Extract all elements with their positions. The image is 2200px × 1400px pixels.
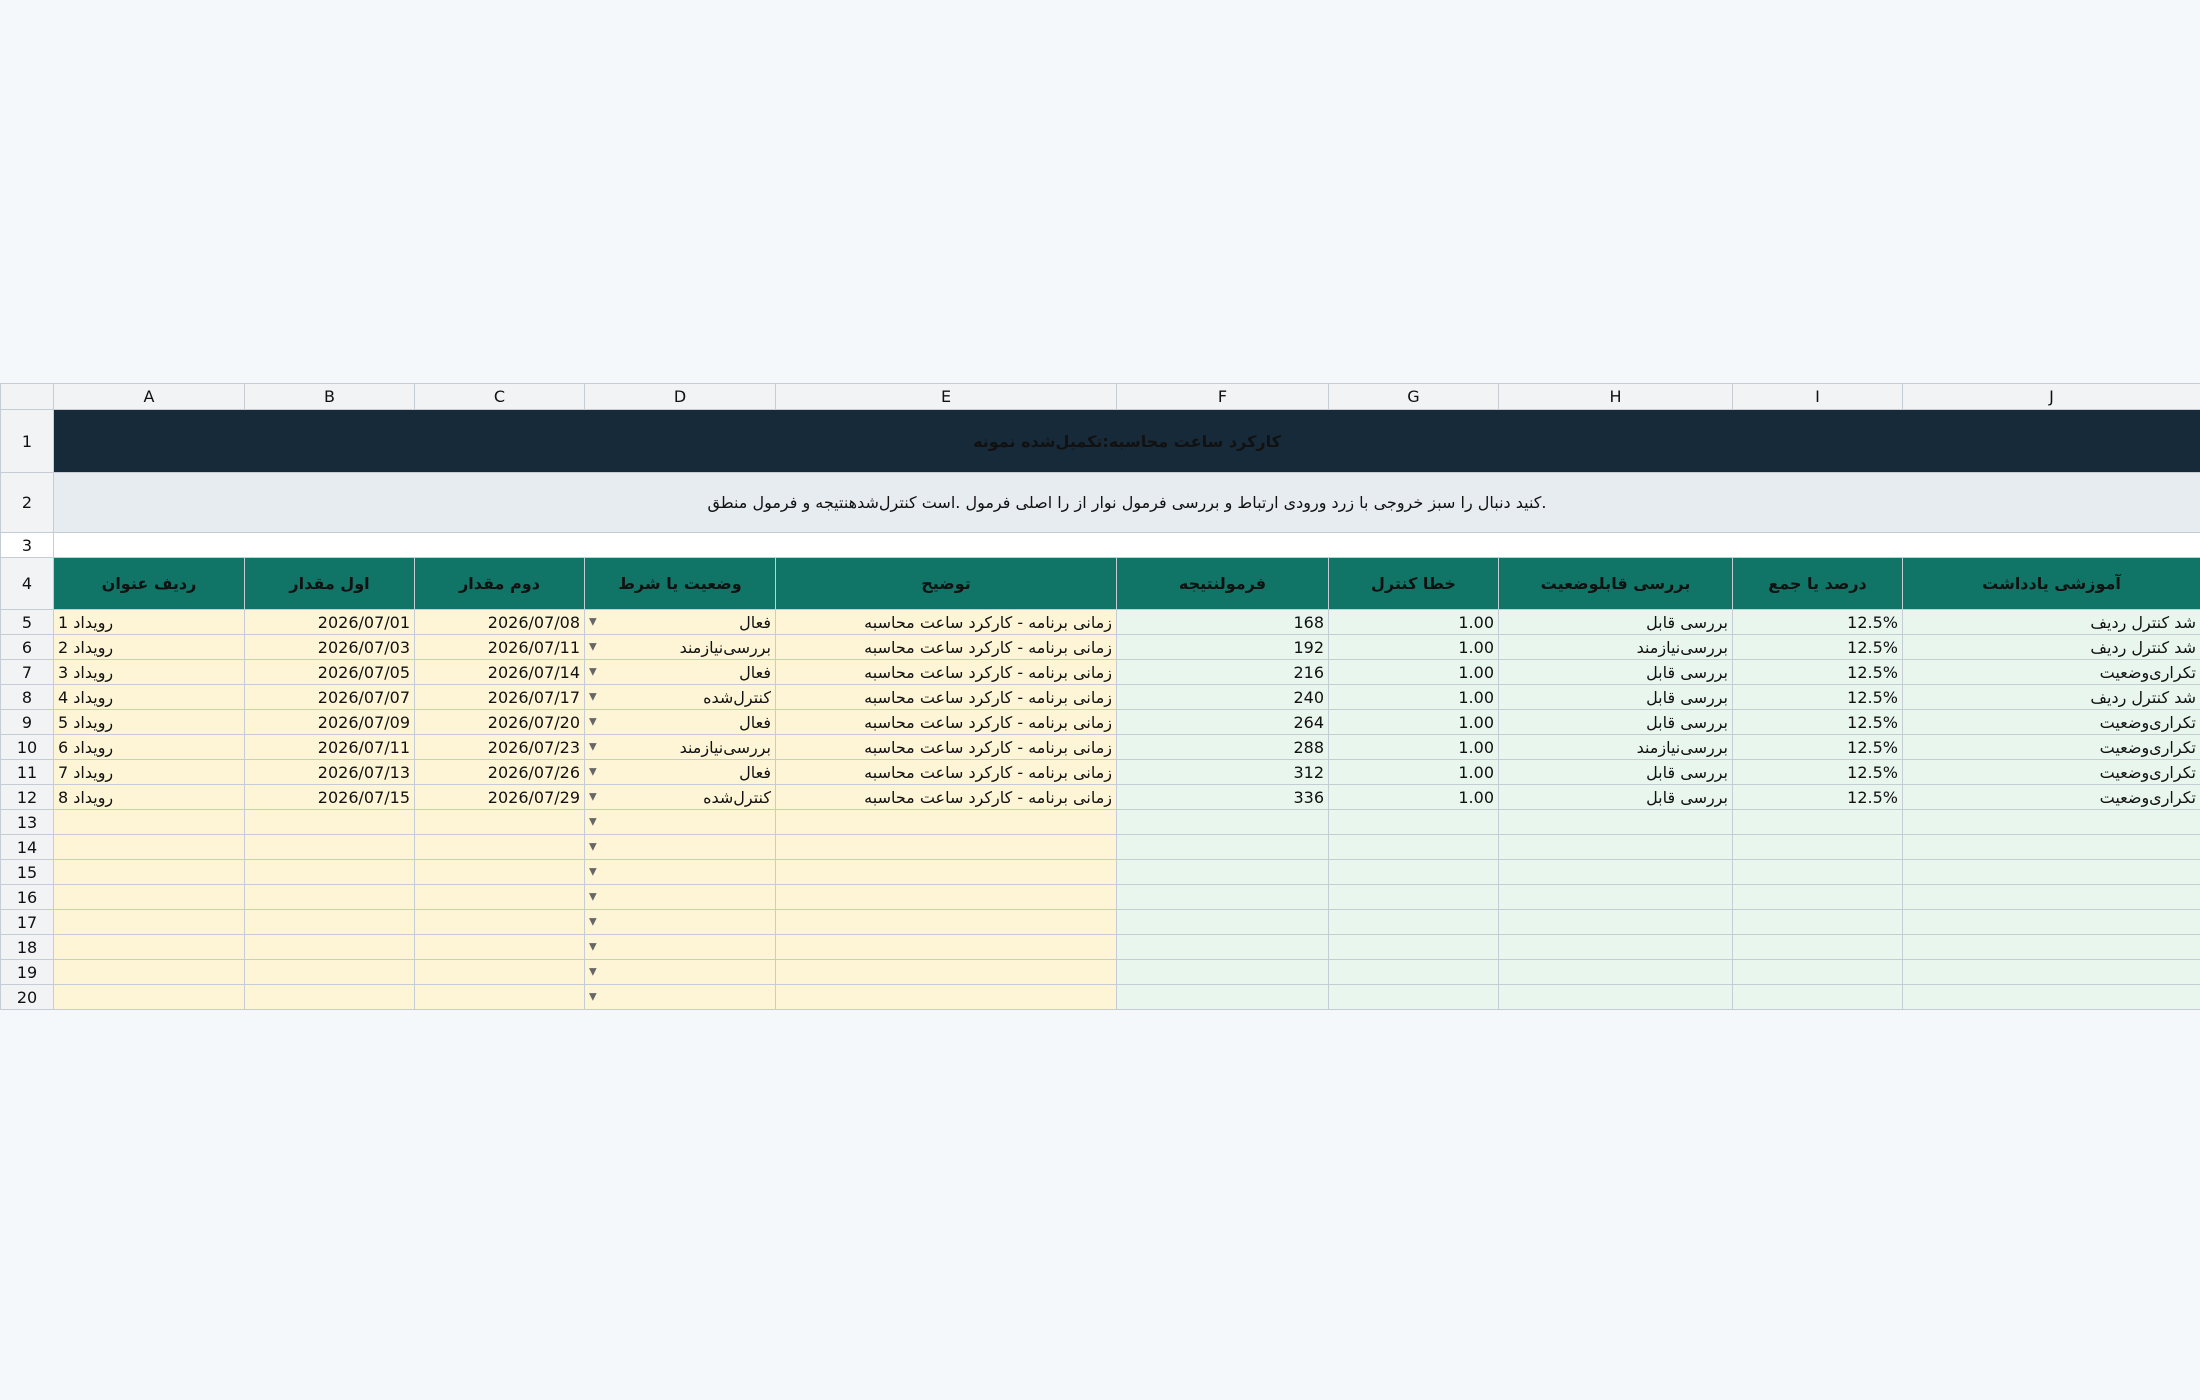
review-status-cell[interactable]: بررسی قابل — [1499, 785, 1733, 810]
column-header-g[interactable]: G — [1329, 384, 1499, 410]
empty-cell[interactable] — [245, 860, 415, 885]
chevron-down-icon[interactable]: ▼ — [589, 941, 597, 953]
empty-cell[interactable] — [1117, 985, 1329, 1010]
chevron-down-icon[interactable]: ▼ — [589, 741, 597, 753]
review-status-cell[interactable]: بررسی قابل — [1499, 760, 1733, 785]
status-dropdown[interactable] — [585, 835, 776, 860]
chevron-down-icon[interactable]: ▼ — [589, 891, 597, 903]
value-2-cell[interactable]: 2026/07/08 — [415, 610, 585, 635]
empty-cell[interactable] — [245, 810, 415, 835]
review-status-cell[interactable]: بررسی‌نیازمند — [1499, 735, 1733, 760]
status-value: فعال — [739, 762, 771, 782]
table-row — [1, 935, 2200, 960]
result-cell[interactable]: 216 — [1117, 660, 1329, 685]
header-error-check[interactable]: خطا کنترل — [1329, 558, 1499, 610]
note-cell[interactable]: تکراری‌وضعیت — [1903, 735, 2200, 760]
note-cell[interactable]: شد کنترل ردیف — [1903, 635, 2200, 660]
status-dropdown[interactable] — [585, 810, 776, 835]
spacer-row — [1, 533, 2200, 558]
column-header-b[interactable]: B — [245, 384, 415, 410]
row-header[interactable]: 16 — [1, 885, 54, 910]
empty-cell[interactable] — [1329, 960, 1499, 985]
value-2-cell[interactable]: 2026/07/11 — [415, 635, 585, 660]
empty-cell[interactable] — [1499, 860, 1733, 885]
empty-cell[interactable] — [1903, 960, 2200, 985]
empty-cell[interactable] — [1117, 885, 1329, 910]
empty-cell[interactable] — [415, 985, 585, 1010]
status-dropdown[interactable] — [585, 635, 776, 660]
percent-cell[interactable]: 12.5% — [1733, 660, 1903, 685]
empty-cell[interactable] — [415, 935, 585, 960]
row-header[interactable]: 9 — [1, 710, 54, 735]
value-1-cell[interactable]: 2026/07/13 — [245, 760, 415, 785]
empty-cell[interactable] — [54, 885, 245, 910]
error-check-cell[interactable]: 1.00 — [1329, 760, 1499, 785]
status-dropdown[interactable] — [585, 610, 776, 635]
status-dropdown[interactable] — [585, 785, 776, 810]
value-1-cell[interactable]: 2026/07/15 — [245, 785, 415, 810]
chevron-down-icon[interactable]: ▼ — [589, 616, 597, 628]
header-description[interactable]: توضیح — [776, 558, 1117, 610]
row-title-cell[interactable]: 1 رویداد — [54, 610, 245, 635]
empty-cell[interactable] — [1733, 835, 1903, 860]
value-2-cell[interactable]: 2026/07/29 — [415, 785, 585, 810]
header-value-2[interactable]: دوم مقدار — [415, 558, 585, 610]
error-check-cell[interactable]: 1.00 — [1329, 610, 1499, 635]
percent-cell[interactable]: 12.5% — [1733, 760, 1903, 785]
result-cell[interactable]: 336 — [1117, 785, 1329, 810]
note-cell[interactable]: شد کنترل ردیف — [1903, 610, 2200, 635]
row-header[interactable]: 20 — [1, 985, 54, 1010]
row-header[interactable]: 13 — [1, 810, 54, 835]
value-1-cell[interactable]: 2026/07/05 — [245, 660, 415, 685]
result-cell[interactable]: 240 — [1117, 685, 1329, 710]
table-row — [1, 660, 2200, 685]
row-header-1[interactable]: 1 — [1, 410, 54, 473]
chevron-down-icon[interactable]: ▼ — [589, 691, 597, 703]
empty-cell[interactable] — [1329, 985, 1499, 1010]
status-dropdown[interactable] — [585, 960, 776, 985]
description-cell[interactable]: زمانی برنامه - کارکرد ساعت محاسبه — [776, 610, 1117, 635]
empty-cell[interactable] — [1329, 860, 1499, 885]
chevron-down-icon[interactable]: ▼ — [589, 841, 597, 853]
column-header-h[interactable]: H — [1499, 384, 1733, 410]
result-cell[interactable]: 312 — [1117, 760, 1329, 785]
status-dropdown[interactable] — [585, 985, 776, 1010]
empty-cell[interactable] — [1903, 985, 2200, 1010]
row-header[interactable]: 14 — [1, 835, 54, 860]
empty-cell[interactable] — [54, 835, 245, 860]
row-header[interactable]: 8 — [1, 685, 54, 710]
empty-cell[interactable] — [415, 810, 585, 835]
empty-cell[interactable] — [54, 533, 2200, 558]
status-value: فعال — [739, 612, 771, 632]
empty-cell[interactable] — [1499, 910, 1733, 935]
instruction-row — [1, 473, 2200, 533]
title-row — [1, 410, 2200, 473]
value-2-cell[interactable]: 2026/07/23 — [415, 735, 585, 760]
percent-cell[interactable]: 12.5% — [1733, 710, 1903, 735]
empty-cell[interactable] — [1499, 960, 1733, 985]
empty-cell[interactable] — [54, 910, 245, 935]
row-title-cell[interactable]: 6 رویداد — [54, 735, 245, 760]
table-row — [1, 635, 2200, 660]
column-header-d[interactable]: D — [585, 384, 776, 410]
empty-cell[interactable] — [415, 960, 585, 985]
value-2-cell[interactable]: 2026/07/14 — [415, 660, 585, 685]
error-check-cell[interactable]: 1.00 — [1329, 685, 1499, 710]
chevron-down-icon[interactable]: ▼ — [589, 916, 597, 928]
table-row — [1, 860, 2200, 885]
error-check-cell[interactable]: 1.00 — [1329, 785, 1499, 810]
empty-cell[interactable] — [1903, 935, 2200, 960]
table-row — [1, 610, 2200, 635]
empty-cell[interactable] — [1499, 985, 1733, 1010]
empty-cell[interactable] — [415, 885, 585, 910]
status-dropdown[interactable] — [585, 660, 776, 685]
note-cell[interactable]: شد کنترل ردیف — [1903, 685, 2200, 710]
empty-cell[interactable] — [1117, 960, 1329, 985]
header-status[interactable]: وضعیت یا شرط — [585, 558, 776, 610]
row-header[interactable]: 19 — [1, 960, 54, 985]
row-header[interactable]: 5 — [1, 610, 54, 635]
description-cell[interactable]: زمانی برنامه - کارکرد ساعت محاسبه — [776, 760, 1117, 785]
row-header[interactable]: 15 — [1, 860, 54, 885]
row-header[interactable]: 12 — [1, 785, 54, 810]
empty-cell[interactable] — [54, 860, 245, 885]
note-cell[interactable]: تکراری‌وضعیت — [1903, 760, 2200, 785]
status-value: بررسی‌نیازمند — [679, 637, 771, 657]
table-row — [1, 910, 2200, 935]
table-header-row — [1, 558, 2200, 610]
result-cell[interactable]: 264 — [1117, 710, 1329, 735]
column-header-i[interactable]: I — [1733, 384, 1903, 410]
empty-cell[interactable] — [1903, 860, 2200, 885]
empty-cell[interactable] — [1733, 935, 1903, 960]
empty-cell[interactable] — [1733, 885, 1903, 910]
value-1-cell[interactable]: 2026/07/01 — [245, 610, 415, 635]
status-value: بررسی‌نیازمند — [679, 737, 771, 757]
value-1-cell[interactable]: 2026/07/07 — [245, 685, 415, 710]
result-cell[interactable]: 192 — [1117, 635, 1329, 660]
row-header[interactable]: 11 — [1, 760, 54, 785]
row-header-2[interactable]: 2 — [1, 473, 54, 533]
value-1-cell[interactable]: 2026/07/09 — [245, 710, 415, 735]
row-header[interactable]: 18 — [1, 935, 54, 960]
description-cell[interactable]: زمانی برنامه - کارکرد ساعت محاسبه — [776, 785, 1117, 810]
empty-cell[interactable] — [1733, 985, 1903, 1010]
status-dropdown[interactable] — [585, 685, 776, 710]
column-header-a[interactable]: A — [54, 384, 245, 410]
review-status-cell[interactable]: بررسی قابل — [1499, 660, 1733, 685]
empty-cell[interactable] — [1329, 910, 1499, 935]
error-check-cell[interactable]: 1.00 — [1329, 660, 1499, 685]
chevron-down-icon[interactable]: ▼ — [589, 991, 597, 1003]
table-row — [1, 960, 2200, 985]
empty-cell[interactable] — [776, 860, 1117, 885]
status-dropdown[interactable] — [585, 735, 776, 760]
column-header-c[interactable]: C — [415, 384, 585, 410]
empty-cell[interactable] — [1329, 810, 1499, 835]
percent-cell[interactable]: 12.5% — [1733, 635, 1903, 660]
value-1-cell[interactable]: 2026/07/03 — [245, 635, 415, 660]
row-header[interactable]: 10 — [1, 735, 54, 760]
status-dropdown[interactable] — [585, 760, 776, 785]
empty-cell[interactable] — [245, 935, 415, 960]
sheet-title[interactable]: کارکرد ساعت محاسبه:تکمیل‌شده نمونه — [54, 410, 2200, 473]
review-status-cell[interactable]: بررسی‌نیازمند — [1499, 635, 1733, 660]
table-row — [1, 835, 2200, 860]
status-value: کنترل‌شده — [703, 687, 771, 707]
chevron-down-icon[interactable]: ▼ — [589, 866, 597, 878]
row-header-4[interactable]: 4 — [1, 558, 54, 610]
empty-cell[interactable] — [1117, 935, 1329, 960]
status-dropdown[interactable] — [585, 910, 776, 935]
row-header[interactable]: 17 — [1, 910, 54, 935]
empty-cell[interactable] — [54, 935, 245, 960]
description-cell[interactable]: زمانی برنامه - کارکرد ساعت محاسبه — [776, 710, 1117, 735]
table-row — [1, 760, 2200, 785]
value-2-cell[interactable]: 2026/07/17 — [415, 685, 585, 710]
table-row — [1, 810, 2200, 835]
header-review-status[interactable]: بررسی قابلوضعیت — [1499, 558, 1733, 610]
status-dropdown[interactable] — [585, 710, 776, 735]
empty-cell[interactable] — [1499, 935, 1733, 960]
row-header[interactable]: 6 — [1, 635, 54, 660]
empty-cell[interactable] — [245, 910, 415, 935]
result-cell[interactable]: 288 — [1117, 735, 1329, 760]
empty-cell[interactable] — [54, 960, 245, 985]
empty-cell[interactable] — [1499, 885, 1733, 910]
empty-cell[interactable] — [776, 910, 1117, 935]
chevron-down-icon[interactable]: ▼ — [589, 716, 597, 728]
error-check-cell[interactable]: 1.00 — [1329, 735, 1499, 760]
error-check-cell[interactable]: 1.00 — [1329, 710, 1499, 735]
value-2-cell[interactable]: 2026/07/20 — [415, 710, 585, 735]
instruction-text[interactable]: .کنید دنبال را سبز خروجی با زرد ورودی ارتباط و بررسی فرمول نوار از را اصلی فرمول .است کنترل‌شدهنتیجه و فرمول منطق — [54, 473, 2200, 533]
row-title-cell[interactable]: 3 رویداد — [54, 660, 245, 685]
empty-cell[interactable] — [1903, 885, 2200, 910]
empty-cell[interactable] — [245, 985, 415, 1010]
percent-cell[interactable]: 12.5% — [1733, 735, 1903, 760]
chevron-down-icon[interactable]: ▼ — [589, 816, 597, 828]
column-header-e[interactable]: E — [776, 384, 1117, 410]
review-status-cell[interactable]: بررسی قابل — [1499, 610, 1733, 635]
row-title-cell[interactable]: 5 رویداد — [54, 710, 245, 735]
column-header-row — [1, 384, 2200, 410]
empty-cell[interactable] — [1733, 810, 1903, 835]
header-percent[interactable]: درصد یا جمع — [1733, 558, 1903, 610]
status-value: فعال — [739, 712, 771, 732]
note-cell[interactable]: تکراری‌وضعیت — [1903, 710, 2200, 735]
row-title-cell[interactable]: 8 رویداد — [54, 785, 245, 810]
chevron-down-icon[interactable]: ▼ — [589, 641, 597, 653]
chevron-down-icon[interactable]: ▼ — [589, 791, 597, 803]
column-header-f[interactable]: F — [1117, 384, 1329, 410]
description-cell[interactable]: زمانی برنامه - کارکرد ساعت محاسبه — [776, 685, 1117, 710]
header-result[interactable]: فرمولنتیجه — [1117, 558, 1329, 610]
result-cell[interactable]: 168 — [1117, 610, 1329, 635]
percent-cell[interactable]: 12.5% — [1733, 785, 1903, 810]
table-row — [1, 985, 2200, 1010]
table-row — [1, 885, 2200, 910]
note-cell[interactable]: تکراری‌وضعیت — [1903, 785, 2200, 810]
percent-cell[interactable]: 12.5% — [1733, 685, 1903, 710]
status-value: کنترل‌شده — [703, 787, 771, 807]
empty-cell[interactable] — [1733, 960, 1903, 985]
description-cell[interactable]: زمانی برنامه - کارکرد ساعت محاسبه — [776, 635, 1117, 660]
empty-cell[interactable] — [1329, 885, 1499, 910]
empty-cell[interactable] — [1733, 910, 1903, 935]
select-all-corner[interactable] — [1, 384, 54, 410]
empty-cell[interactable] — [415, 835, 585, 860]
empty-cell[interactable] — [776, 985, 1117, 1010]
status-dropdown[interactable] — [585, 935, 776, 960]
empty-cell[interactable] — [415, 860, 585, 885]
empty-cell[interactable] — [54, 985, 245, 1010]
empty-cell[interactable] — [1117, 835, 1329, 860]
note-cell[interactable]: تکراری‌وضعیت — [1903, 660, 2200, 685]
row-header-3[interactable]: 3 — [1, 533, 54, 558]
header-value-1[interactable]: اول مقدار — [245, 558, 415, 610]
empty-cell[interactable] — [245, 885, 415, 910]
empty-cell[interactable] — [415, 910, 585, 935]
review-status-cell[interactable]: بررسی قابل — [1499, 710, 1733, 735]
percent-cell[interactable]: 12.5% — [1733, 610, 1903, 635]
status-value: فعال — [739, 662, 771, 682]
value-2-cell[interactable]: 2026/07/26 — [415, 760, 585, 785]
table-row — [1, 735, 2200, 760]
value-1-cell[interactable]: 2026/07/11 — [245, 735, 415, 760]
table-row — [1, 785, 2200, 810]
empty-cell[interactable] — [1329, 835, 1499, 860]
empty-cell[interactable] — [1117, 810, 1329, 835]
empty-cell[interactable] — [776, 810, 1117, 835]
row-title-cell[interactable]: 2 رویداد — [54, 635, 245, 660]
status-dropdown[interactable] — [585, 860, 776, 885]
empty-cell[interactable] — [245, 835, 415, 860]
row-title-cell[interactable]: 7 رویداد — [54, 760, 245, 785]
error-check-cell[interactable]: 1.00 — [1329, 635, 1499, 660]
description-cell[interactable]: زمانی برنامه - کارکرد ساعت محاسبه — [776, 660, 1117, 685]
table-row — [1, 685, 2200, 710]
empty-cell[interactable] — [776, 935, 1117, 960]
row-header[interactable]: 7 — [1, 660, 54, 685]
header-note[interactable]: آموزشی یادداشت — [1903, 558, 2200, 610]
empty-cell[interactable] — [1117, 860, 1329, 885]
empty-cell[interactable] — [776, 885, 1117, 910]
empty-cell[interactable] — [1499, 810, 1733, 835]
chevron-down-icon[interactable]: ▼ — [589, 666, 597, 678]
table-row — [1, 710, 2200, 735]
empty-cell[interactable] — [1499, 835, 1733, 860]
header-row-title[interactable]: ردیف عنوان — [54, 558, 245, 610]
row-title-cell[interactable]: 4 رویداد — [54, 685, 245, 710]
empty-cell[interactable] — [1733, 860, 1903, 885]
column-header-j[interactable]: J — [1903, 384, 2200, 410]
empty-cell[interactable] — [1903, 835, 2200, 860]
empty-cell[interactable] — [1903, 810, 2200, 835]
empty-cell[interactable] — [1903, 910, 2200, 935]
empty-cell[interactable] — [1329, 935, 1499, 960]
empty-cell[interactable] — [776, 835, 1117, 860]
status-dropdown[interactable] — [585, 885, 776, 910]
empty-cell[interactable] — [245, 960, 415, 985]
empty-cell[interactable] — [54, 810, 245, 835]
description-cell[interactable]: زمانی برنامه - کارکرد ساعت محاسبه — [776, 735, 1117, 760]
review-status-cell[interactable]: بررسی قابل — [1499, 685, 1733, 710]
chevron-down-icon[interactable]: ▼ — [589, 766, 597, 778]
empty-cell[interactable] — [1117, 910, 1329, 935]
chevron-down-icon[interactable]: ▼ — [589, 966, 597, 978]
empty-cell[interactable] — [776, 960, 1117, 985]
